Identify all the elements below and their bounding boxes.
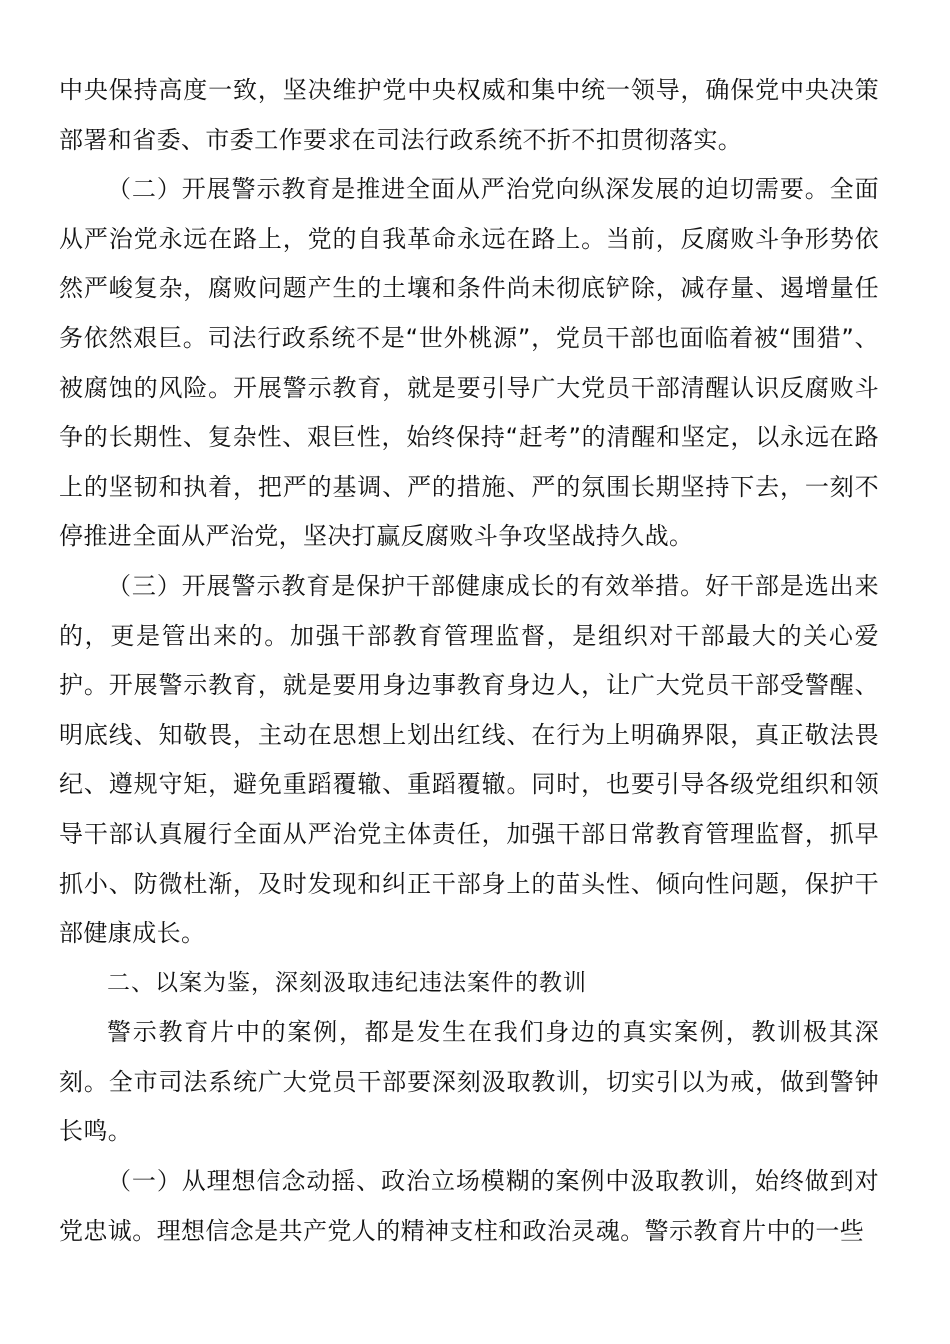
paragraph-point-two: （二）开展警示教育是推进全面从严治党向纵深发展的迫切需要。全面从严治党永远在路上，党的自我革命永远在路上。当前，反腐败斗争形势依然严峻复杂，腐败问题产生的土壤和条件尚未彻底铲除，减存量、遏增量任务依然艰巨。司法行政系统不是“世外桃源”，党员干部也面临着被“围猎”、被腐蚀的风险。开展警示教育，就是要引导广大党员干部清醒认识反腐败斗争的长期性、复杂性、艰巨性，始终保持“赶考”的清醒和坚定，以永远在路上的坚韧和执着，把严的基调、严的措施、严的氛围长期坚持下去，一刻不停推进全面从严治党，坚决打赢反腐败斗争攻坚战持久战。 — [59, 175, 879, 551]
section-heading: 二、以案为鉴，深刻汲取违纪违法案件的教训 — [107, 969, 587, 996]
paragraph-section-intro: 警示教育片中的案例，都是发生在我们身边的真实案例，教训极其深刻。全市司法系统广大党员干部要深刻汲取教训，切实引以为戒，做到警钟长鸣。 — [59, 1018, 879, 1146]
document-page — [59, 66, 879, 1256]
paragraph-point-one: （一）从理想信念动摇、政治立场模糊的案例中汲取教训，始终做到对党忠诚。理想信念是共产党人的精神支柱和政治灵魂。警示教育片中的一些 — [59, 1167, 879, 1245]
paragraph-continuation: 中央保持高度一致，坚决维护党中央权威和集中统一领导，确保党中央决策部署和省委、市委工作要求在司法行政系统不折不扣贯彻落实。 — [59, 76, 879, 154]
paragraph-point-three: （三）开展警示教育是保护干部健康成长的有效举措。好干部是选出来的，更是管出来的。加强干部教育管理监督，是组织对干部最大的关心爱护。开展警示教育，就是要用身边事教育身边人，让广大党员干部受警醒、明底线、知敬畏，主动在思想上划出红线、在行为上明确界限，真正敬法畏纪、遵规守矩，避免重蹈覆辙、重蹈覆辙。同时，也要引导各级党组织和领导干部认真履行全面从严治党主体责任，加强干部日常教育管理监督，抓早抓小、防微杜渐，及时发现和纠正干部身上的苗头性、倾向性问题，保护干部健康成长。 — [59, 571, 879, 948]
